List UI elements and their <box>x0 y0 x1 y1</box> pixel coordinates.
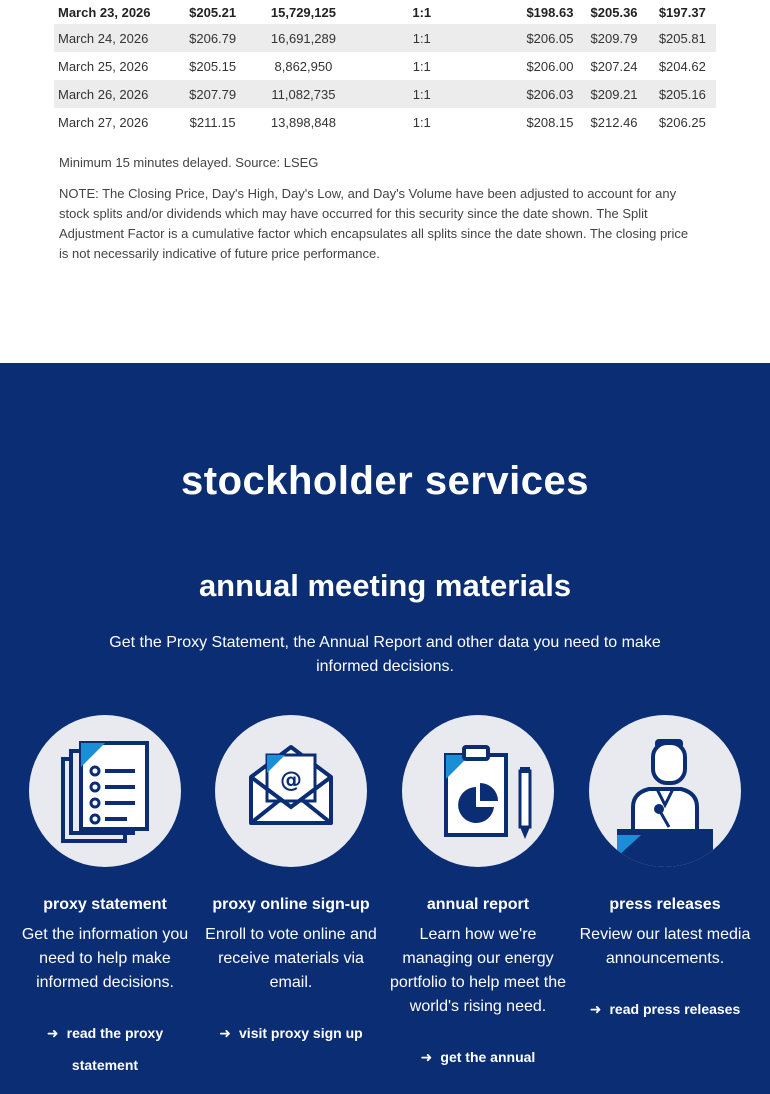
table-cell-close: $198.63 <box>526 4 574 20</box>
arrow-right-icon: ➜ <box>46 1025 59 1041</box>
speaker-icon <box>589 715 741 867</box>
arrow-right-icon: ➜ <box>219 1025 232 1041</box>
table-cell-open: $211.15 <box>189 114 236 130</box>
table-cell-volume: 8,862,950 <box>274 58 333 74</box>
table-cell-open: $206.79 <box>181 24 244 52</box>
disclaimer-note: NOTE: The Closing Price, Day's High, Day's Low, and Day's Volume have been adjusted to account for any stock splits and/or dividends which may have occurred for this security since the date shown. The Split Adjustment Factor is a cumulative factor which encapsulates all splits since the date shown. The closing price is not necessarily indicative of future price performance. <box>59 186 689 261</box>
report-icon <box>402 715 554 867</box>
table-cell-close: $206.03 <box>481 80 579 108</box>
table-cell-date: March 27, 2026 <box>58 114 149 130</box>
section-heading: stockholder services <box>181 459 589 503</box>
card-title: press releases <box>609 896 721 913</box>
table-cell-high: $209.79 <box>579 24 648 52</box>
table-cell-open: $207.79 <box>181 80 244 108</box>
table-cell-close: $206.00 <box>526 58 574 74</box>
table-cell-low: $205.16 <box>649 80 716 108</box>
table-cell-split: 1:1 <box>412 58 431 74</box>
card-description: Get the information you need to help make informed decisions. <box>21 926 189 991</box>
table-cell-date: March 23, 2026 <box>58 4 151 20</box>
table-cell-high: $207.24 <box>590 58 638 74</box>
read-proxy-statement-link[interactable]: ➜ read the proxy statement <box>16 1017 194 1081</box>
card-description: Enroll to vote online and receive materials via email. <box>205 926 377 991</box>
table-cell-low: $197.37 <box>658 4 706 20</box>
table-cell-open: $205.21 <box>189 4 237 20</box>
stockholder-services-section <box>0 363 770 1094</box>
arrow-right-icon: ➜ <box>420 1049 433 1065</box>
historical-prices-section <box>0 0 770 363</box>
table-cell-open: $205.15 <box>189 58 237 74</box>
table-row <box>54 108 716 136</box>
svg-text:@: @ <box>280 768 302 793</box>
visit-proxy-sign-up-link[interactable]: ➜ visit proxy sign up <box>202 1017 380 1049</box>
email-icon <box>215 715 367 867</box>
get-annual-report-link[interactable]: ➜ get the annual <box>389 1041 567 1073</box>
table-cell-low: $204.62 <box>658 58 706 74</box>
table-cell-volume: 13,898,848 <box>270 114 336 130</box>
card-press-releases <box>576 715 754 1025</box>
table-cell-low: $205.81 <box>649 24 716 52</box>
card-title: proxy online sign-up <box>212 896 370 913</box>
card-title: annual report <box>426 896 530 913</box>
table-cell-high: $209.21 <box>579 80 648 108</box>
table-cell-split: 1:1 <box>363 24 482 52</box>
subsection-heading: annual meeting materials <box>198 568 572 603</box>
table-cell-high: $212.46 <box>590 114 638 130</box>
card-annual-report <box>389 715 567 1073</box>
card-title: proxy statement <box>43 896 167 913</box>
table-cell-high: $205.36 <box>590 4 638 20</box>
card-proxy-statement <box>16 715 194 1081</box>
table-row <box>54 80 716 108</box>
table-cell-volume: 11,082,735 <box>244 80 362 108</box>
table-cell-date: March 25, 2026 <box>58 58 149 74</box>
card-description: Review our latest media announcements. <box>579 926 751 967</box>
table-cell-volume: 15,729,125 <box>270 4 336 20</box>
section-intro: Get the Proxy Statement, the Annual Report and other data you need to make informed decisions. <box>109 634 661 675</box>
price-table <box>54 0 716 136</box>
table-cell-date: March 26, 2026 <box>54 80 181 108</box>
table-row <box>54 52 716 80</box>
read-press-releases-link[interactable]: ➜ read press releases <box>576 993 754 1025</box>
documents-icon <box>29 715 181 867</box>
card-description: Learn how we're managing our energy portfolio to help meet the world's rising need. <box>389 926 567 1015</box>
table-cell-low: $206.25 <box>658 114 706 130</box>
table-row <box>54 24 716 52</box>
table-cell-volume: 16,691,289 <box>244 24 362 52</box>
table-row <box>54 0 716 24</box>
table-cell-split: 1:1 <box>412 4 432 20</box>
table-cell-split: 1:1 <box>412 114 431 130</box>
arrow-right-icon: ➜ <box>589 1001 602 1017</box>
card-proxy-sign-up <box>202 715 380 1049</box>
delayed-note: Minimum 15 minutes delayed. Source: LSEG <box>59 155 319 170</box>
table-cell-close: $208.15 <box>526 114 574 130</box>
table-cell-date: March 24, 2026 <box>54 24 181 52</box>
table-cell-close: $206.05 <box>481 24 579 52</box>
table-cell-split: 1:1 <box>363 80 482 108</box>
